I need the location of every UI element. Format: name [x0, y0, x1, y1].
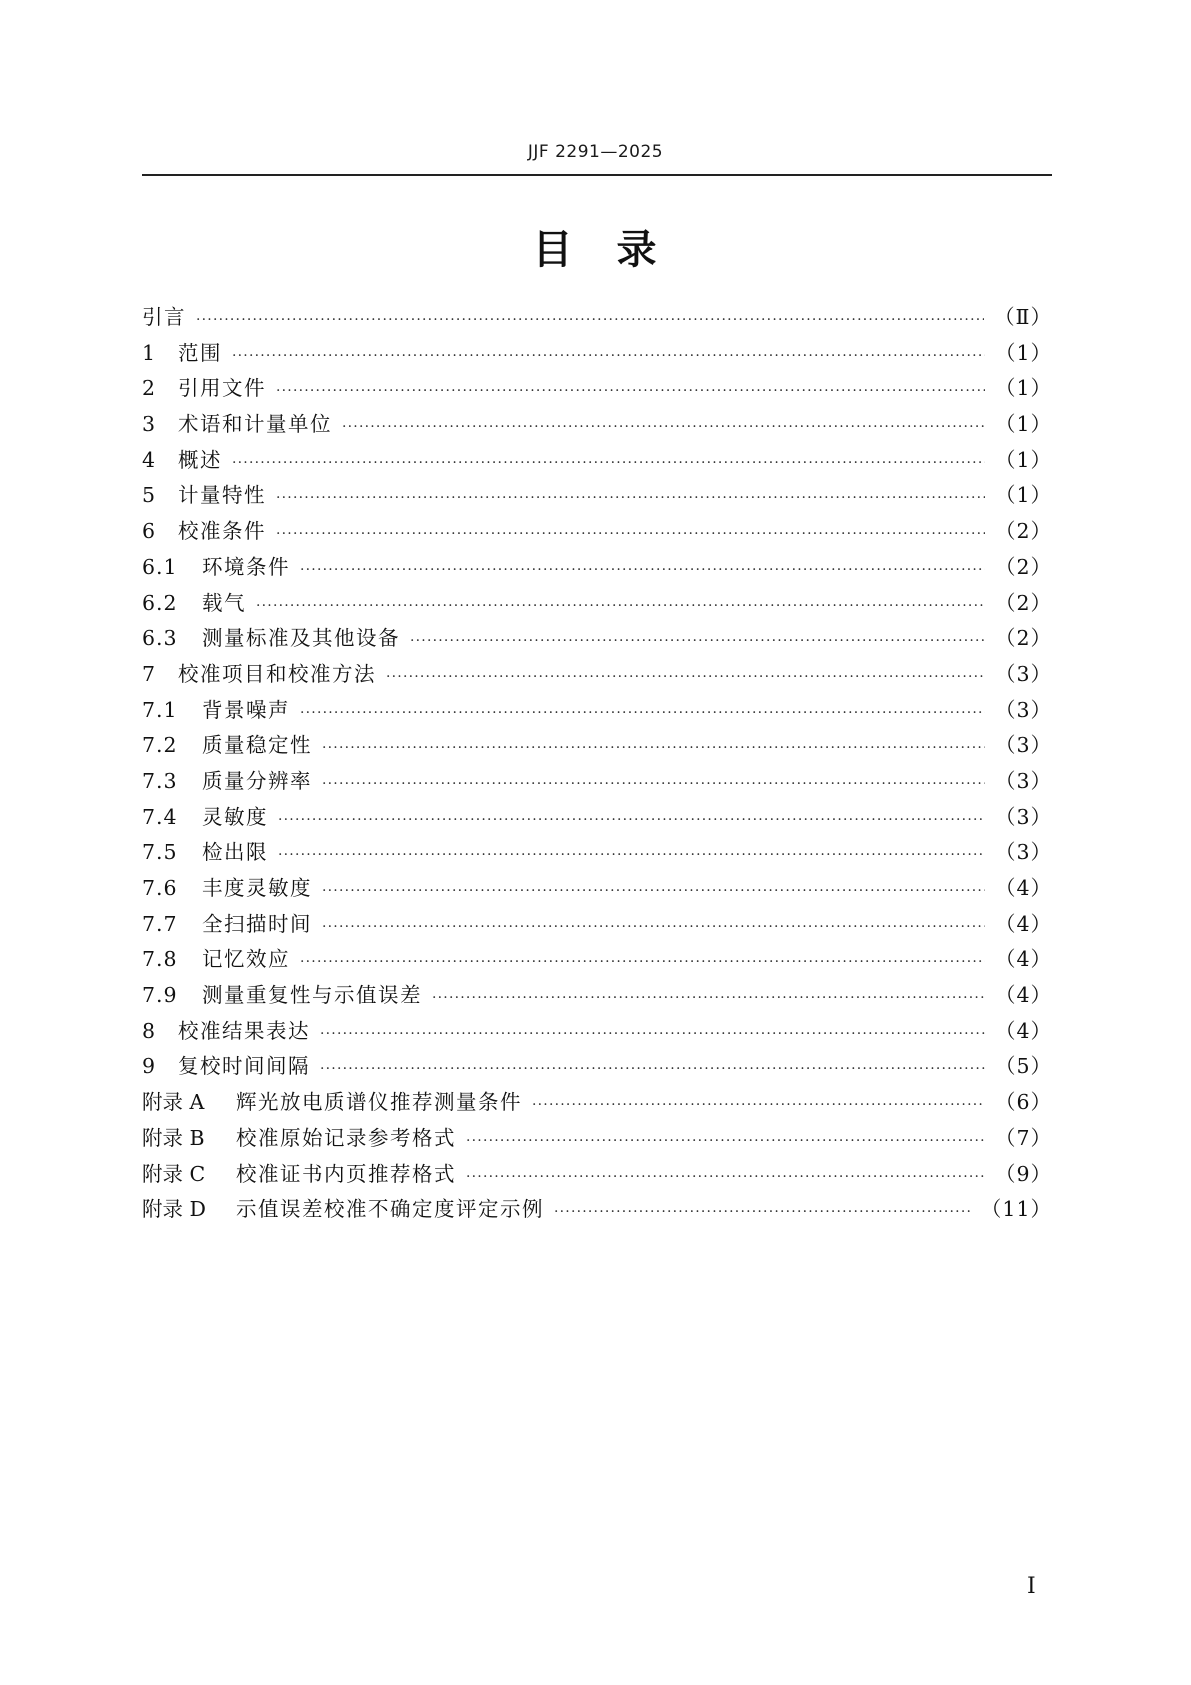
toc-entry[interactable] [142, 942, 1052, 978]
page-title: 目 录 [532, 227, 659, 273]
toc-entry[interactable] [142, 1121, 1052, 1157]
toc-dot-leader [276, 374, 985, 410]
toc-entry-page: （6） [994, 1090, 1052, 1115]
toc-entry-page: （1） [994, 447, 1052, 472]
toc-entry-number: 7.7 [142, 911, 178, 936]
toc-entry-title: 校准条件 [178, 519, 266, 544]
toc-entry[interactable] [142, 514, 1052, 550]
toc-dot-leader [342, 410, 985, 446]
toc-entry-title: 灵敏度 [202, 804, 268, 829]
toc-entry[interactable] [142, 336, 1052, 372]
toc-entry-title: 质量分辨率 [202, 768, 312, 793]
toc-entry-title: 校准结果表达 [178, 1018, 310, 1043]
toc-dot-leader [232, 446, 985, 482]
toc-entry-number: 9 [142, 1054, 156, 1079]
toc-dot-leader [276, 517, 985, 553]
toc-dot-leader [196, 303, 984, 339]
toc-entry-title: 示值误差校准不确定度评定示例 [236, 1197, 544, 1222]
toc-entry[interactable] [142, 1014, 1052, 1050]
toc-entry-page: （4） [994, 1018, 1052, 1043]
toc-entry-page: （5） [994, 1054, 1052, 1079]
toc-dot-leader [466, 1124, 985, 1160]
toc-entry-page: （4） [994, 947, 1052, 972]
toc-entry[interactable] [142, 621, 1052, 657]
toc-entry-page: （9） [994, 1161, 1052, 1186]
toc-entry-number: 附录 C [142, 1161, 206, 1186]
toc-entry[interactable] [142, 871, 1052, 907]
toc-dot-leader [386, 660, 985, 696]
toc-entry-number: 4 [142, 447, 156, 472]
toc-entry-title: 校准证书内页推荐格式 [236, 1161, 456, 1186]
toc-entry-page: （1） [994, 483, 1052, 508]
toc-dot-leader [322, 910, 985, 946]
toc-entry-number: 7.2 [142, 733, 178, 758]
toc-entry-title: 范围 [178, 340, 222, 365]
toc-entry-title: 环境条件 [202, 554, 290, 579]
toc-entry[interactable] [142, 835, 1052, 871]
toc-entry-title: 检出限 [202, 840, 268, 865]
toc-entry[interactable] [142, 1192, 1052, 1228]
toc-entry[interactable] [142, 300, 1052, 336]
toc-entry-title: 校准项目和校准方法 [178, 661, 376, 686]
toc-entry[interactable] [142, 728, 1052, 764]
toc-dot-leader [300, 696, 985, 732]
toc-entry-page: （2） [994, 554, 1052, 579]
toc-entry-page: （11） [980, 1197, 1052, 1222]
toc-entry-page: （3） [994, 768, 1052, 793]
toc-entry-title: 校准原始记录参考格式 [236, 1125, 456, 1150]
toc-dot-leader [466, 1160, 985, 1196]
toc-dot-leader [300, 553, 985, 589]
toc-entry[interactable] [142, 978, 1052, 1014]
toc-dot-leader [278, 803, 985, 839]
toc-entry-number: 附录 A [142, 1090, 205, 1115]
toc-dot-leader [256, 589, 985, 625]
toc-entry-title: 辉光放电质谱仪推荐测量条件 [236, 1090, 522, 1115]
toc-entry-number: 6.1 [142, 554, 178, 579]
toc-entry[interactable] [142, 443, 1052, 479]
toc-entry-page: （2） [994, 519, 1052, 544]
toc-entry-page: （1） [994, 376, 1052, 401]
toc-entry[interactable] [142, 371, 1052, 407]
toc-entry[interactable] [142, 1085, 1052, 1121]
toc-entry-title: 质量稳定性 [202, 733, 312, 758]
toc-entry-number: 6.3 [142, 626, 178, 651]
toc-entry-number: 7 [142, 661, 156, 686]
toc-entry[interactable] [142, 800, 1052, 836]
toc-entry-number: 7.3 [142, 768, 178, 793]
toc-entry-number: 7.1 [142, 697, 178, 722]
toc-dot-leader [322, 874, 985, 910]
toc-entry-title: 术语和计量单位 [178, 412, 332, 437]
toc-entry[interactable] [142, 478, 1052, 514]
toc-entry-number: 2 [142, 376, 156, 401]
toc-entry[interactable] [142, 764, 1052, 800]
toc-entry-number: 6.2 [142, 590, 178, 615]
page-number: Ⅰ [1027, 1574, 1036, 1599]
toc-entry-page: （3） [994, 697, 1052, 722]
toc-dot-leader [432, 981, 985, 1017]
toc-entry-page: （4） [994, 983, 1052, 1008]
toc-entry-number: 7.4 [142, 804, 178, 829]
toc-entry-number: 8 [142, 1018, 156, 1043]
toc-dot-leader [554, 1195, 971, 1231]
document-code: JJF 2291—2025 [527, 142, 664, 162]
toc-entry-title: 概述 [178, 447, 222, 472]
toc-entry[interactable] [142, 586, 1052, 622]
toc-entry-page: （1） [994, 340, 1052, 365]
toc-entry-page: （3） [994, 804, 1052, 829]
toc-entry-page: （4） [994, 876, 1052, 900]
toc-dot-leader [320, 1052, 985, 1088]
toc-entry[interactable] [142, 907, 1052, 943]
toc-entry-page: （3） [994, 661, 1052, 686]
toc-entry-title: 引言 [142, 305, 186, 329]
toc-entry-page: （2） [994, 626, 1052, 651]
table-of-contents [142, 300, 1052, 1228]
toc-entry-number: 7.6 [142, 876, 178, 900]
toc-entry-number: 5 [142, 483, 156, 508]
toc-entry[interactable] [142, 407, 1052, 443]
toc-entry-number: 1 [142, 340, 156, 365]
toc-entry-number: 附录 D [142, 1197, 206, 1222]
toc-dot-leader [322, 767, 985, 803]
toc-entry-title: 测量标准及其他设备 [202, 626, 400, 651]
toc-entry-number: 7.5 [142, 840, 178, 865]
toc-entry-title: 背景噪声 [202, 697, 290, 722]
toc-entry[interactable] [142, 657, 1052, 693]
toc-entry-page: （7） [994, 1125, 1052, 1150]
toc-entry-page: （3） [994, 840, 1052, 865]
toc-entry-title: 丰度灵敏度 [202, 876, 312, 900]
toc-entry-title: 载气 [202, 590, 246, 615]
toc-dot-leader [532, 1088, 985, 1124]
toc-entry-title: 记忆效应 [202, 947, 290, 972]
header-divider [142, 174, 1052, 176]
toc-entry-page: （4） [994, 911, 1052, 936]
toc-entry-title: 全扫描时间 [202, 911, 312, 936]
toc-entry[interactable] [142, 1049, 1052, 1085]
toc-entry-title: 复校时间间隔 [178, 1054, 310, 1079]
toc-entry-number: 附录 B [142, 1125, 205, 1150]
toc-entry[interactable] [142, 1157, 1052, 1193]
toc-dot-leader [276, 481, 985, 517]
toc-entry-title: 引用文件 [178, 376, 266, 401]
toc-entry-title: 测量重复性与示值误差 [202, 983, 422, 1008]
toc-dot-leader [322, 731, 985, 767]
toc-dot-leader [300, 945, 985, 981]
toc-entry-number: 3 [142, 412, 156, 437]
toc-dot-leader [278, 838, 985, 874]
toc-entry-page: （3） [994, 733, 1052, 758]
toc-dot-leader [232, 339, 985, 375]
toc-entry-page: （1） [994, 412, 1052, 437]
toc-entry[interactable] [142, 693, 1052, 729]
toc-entry[interactable] [142, 550, 1052, 586]
toc-entry-title: 计量特性 [178, 483, 266, 508]
toc-entry-number: 7.9 [142, 983, 178, 1008]
toc-entry-page: （Ⅱ） [994, 305, 1052, 329]
toc-dot-leader [410, 624, 985, 660]
toc-dot-leader [320, 1017, 985, 1053]
toc-entry-page: （2） [994, 590, 1052, 615]
toc-entry-number: 7.8 [142, 947, 178, 972]
toc-entry-number: 6 [142, 519, 156, 544]
